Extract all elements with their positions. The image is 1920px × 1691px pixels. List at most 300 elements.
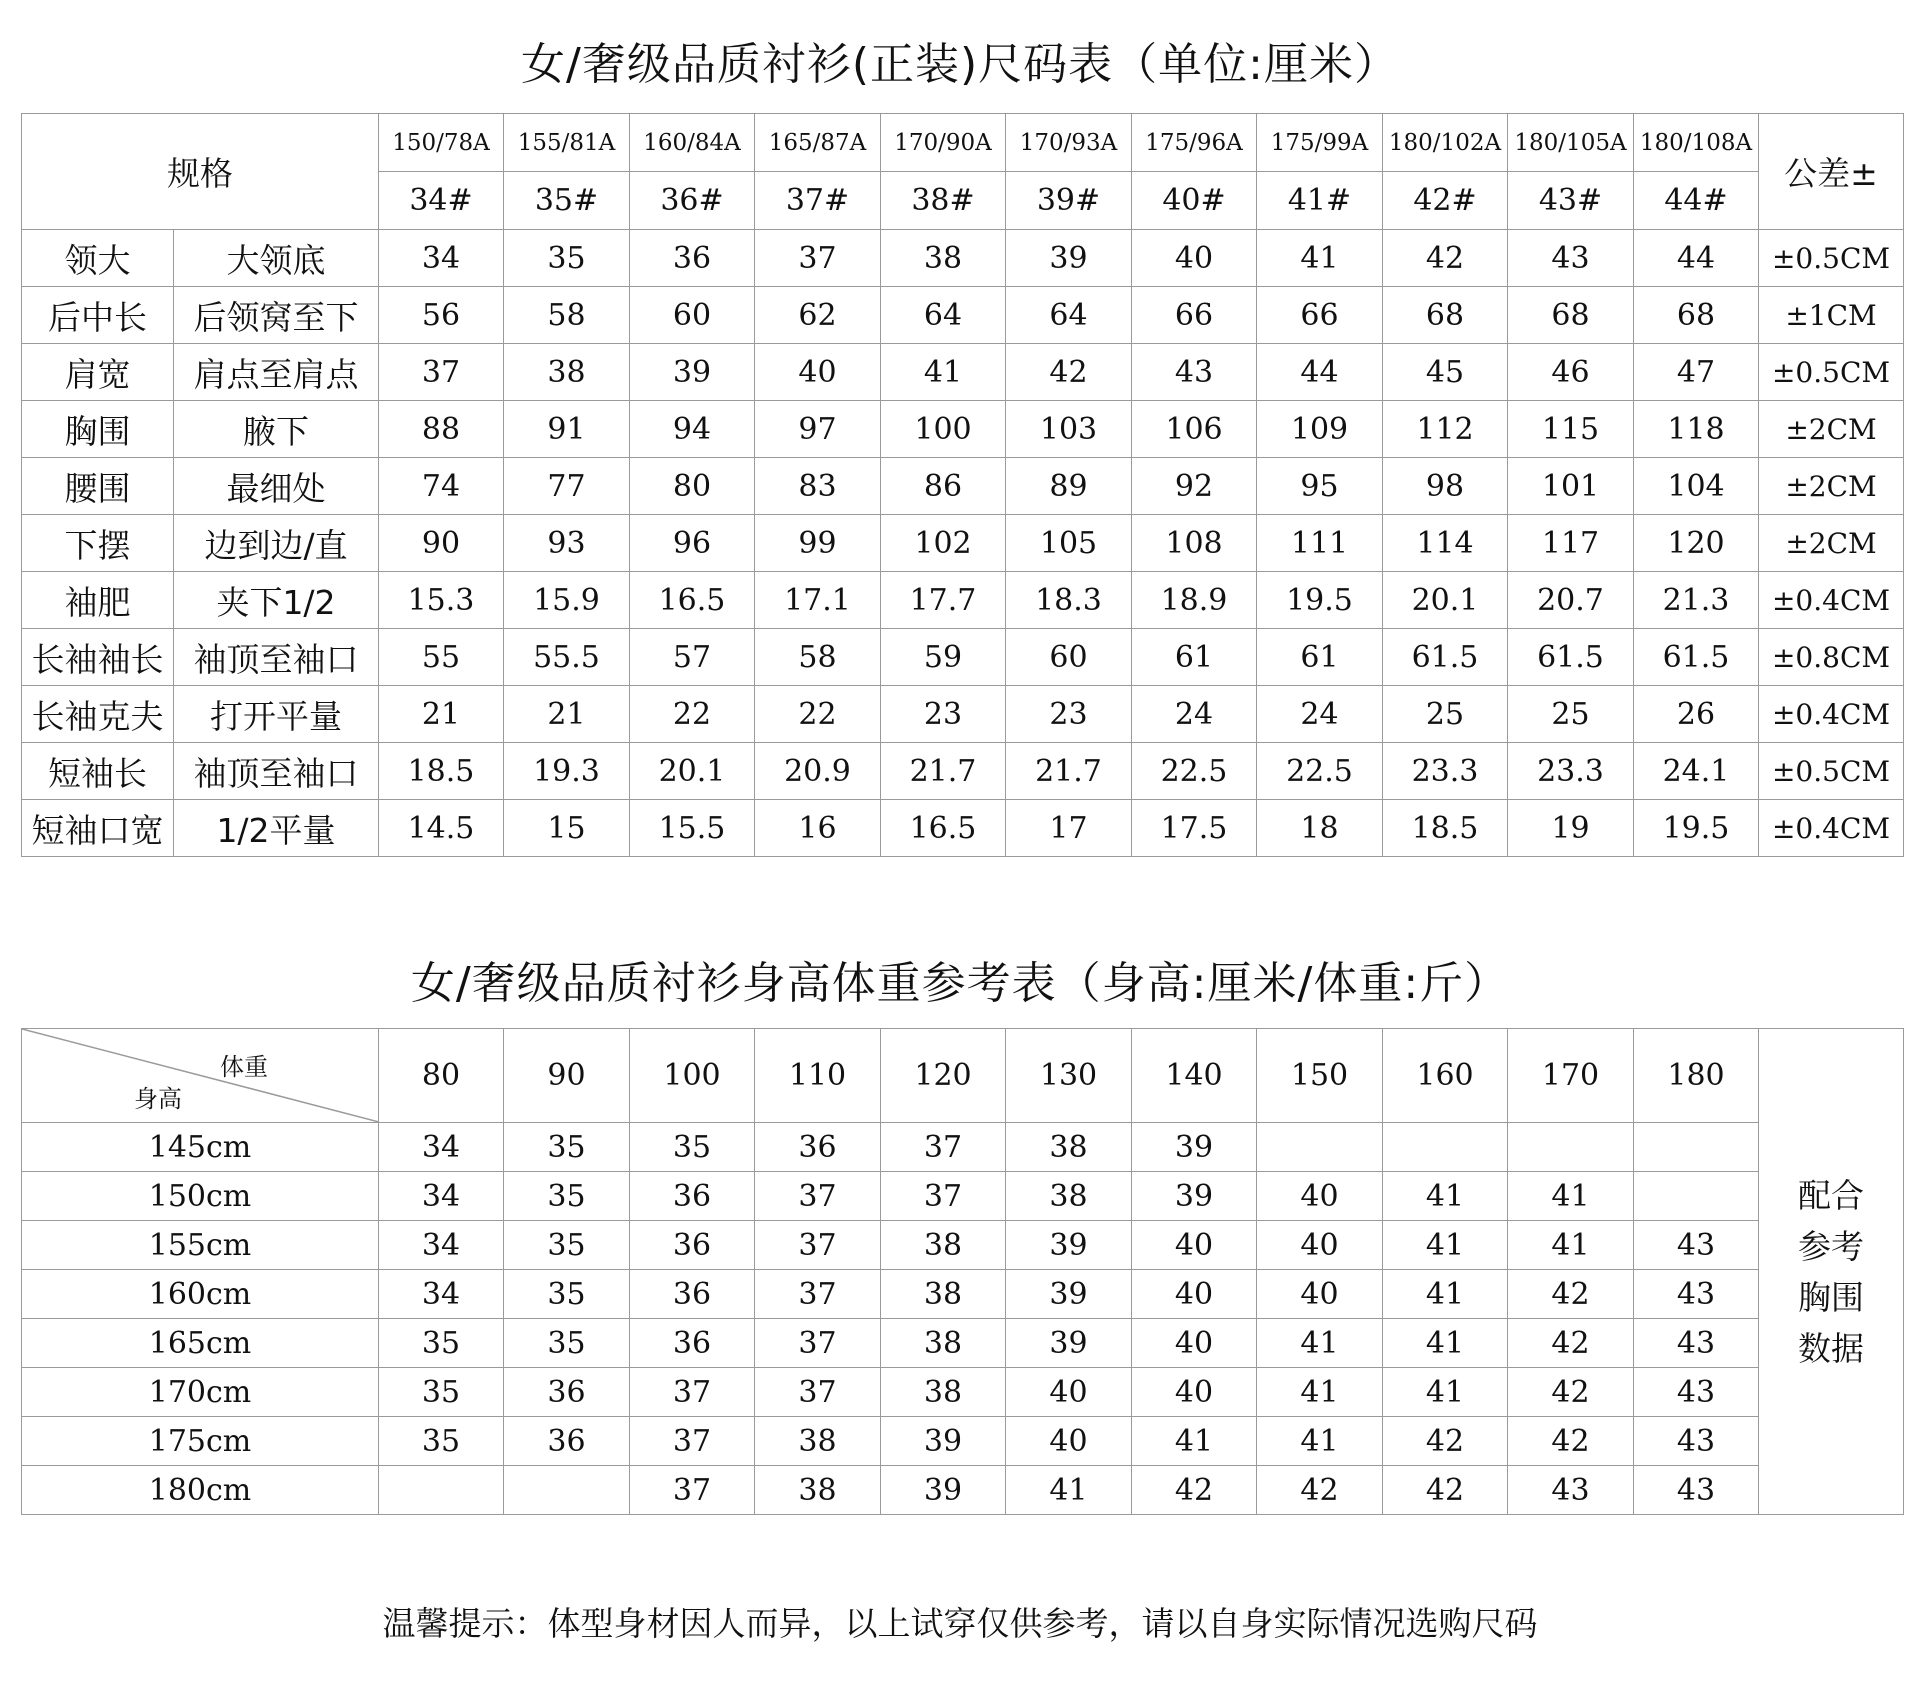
measure-value: 109 (1257, 401, 1383, 458)
chest-size-value: 40 (1257, 1221, 1383, 1270)
chest-size-value (379, 1466, 504, 1515)
tolerance-value: ±0.4CM (1759, 800, 1904, 857)
measure-value: 15 (504, 800, 630, 857)
measure-value: 22 (755, 686, 881, 743)
chest-size-value: 42 (1508, 1368, 1634, 1417)
measure-value: 19 (1508, 800, 1634, 857)
measure-value: 68 (1508, 287, 1634, 344)
measure-value: 112 (1383, 401, 1508, 458)
table-row (22, 1172, 1904, 1221)
measure-value: 83 (755, 458, 881, 515)
measure-value: 42 (1006, 344, 1132, 401)
measure-value: 19.3 (504, 743, 630, 800)
measure-value: 37 (379, 344, 504, 401)
height-label: 170cm (22, 1368, 379, 1417)
diagonal-divider (22, 1029, 379, 1122)
size-number-header: 42# (1383, 172, 1508, 230)
measure-value: 19.5 (1634, 800, 1759, 857)
measure-value: 26 (1634, 686, 1759, 743)
weight-header: 100 (630, 1029, 755, 1123)
chest-size-value: 34 (379, 1172, 504, 1221)
tolerance-value: ±1CM (1759, 287, 1904, 344)
chest-size-value: 42 (1508, 1270, 1634, 1319)
corner-cell (22, 1029, 379, 1123)
measure-value: 18.5 (1383, 800, 1508, 857)
measure-part: 肩宽 (22, 344, 174, 401)
weight-header: 110 (755, 1029, 881, 1123)
tolerance-label: 公差± (1759, 114, 1904, 230)
measure-value: 101 (1508, 458, 1634, 515)
chest-size-value: 39 (1132, 1123, 1257, 1172)
measure-value: 93 (504, 515, 630, 572)
measure-value: 42 (1383, 230, 1508, 287)
measure-method: 后领窝至下 (174, 287, 379, 344)
chest-size-value: 40 (1132, 1270, 1257, 1319)
weight-header: 140 (1132, 1029, 1257, 1123)
measure-method: 最细处 (174, 458, 379, 515)
measure-value: 19.5 (1257, 572, 1383, 629)
table-row (22, 1221, 1904, 1270)
measure-value: 23.3 (1383, 743, 1508, 800)
measure-part: 长袖克夫 (22, 686, 174, 743)
measure-value: 35 (504, 230, 630, 287)
chest-size-value: 37 (755, 1221, 881, 1270)
size-number-header: 35# (504, 172, 630, 230)
measure-value: 20.9 (755, 743, 881, 800)
size-number-header: 39# (1006, 172, 1132, 230)
measure-method: 袖顶至袖口 (174, 629, 379, 686)
spec-label: 规格 (22, 114, 379, 230)
chest-size-value: 35 (379, 1368, 504, 1417)
measure-value: 105 (1006, 515, 1132, 572)
measure-part: 长袖袖长 (22, 629, 174, 686)
header-row-specs (22, 114, 1904, 172)
height-label: 145cm (22, 1123, 379, 1172)
weight-header: 80 (379, 1029, 504, 1123)
chest-size-value (1508, 1123, 1634, 1172)
measure-value: 117 (1508, 515, 1634, 572)
measure-value: 44 (1634, 230, 1759, 287)
measure-value: 17.1 (755, 572, 881, 629)
measure-value: 43 (1508, 230, 1634, 287)
measure-value: 96 (630, 515, 755, 572)
measure-value: 17 (1006, 800, 1132, 857)
spec-header: 170/90A (881, 114, 1006, 172)
chest-size-value: 41 (1132, 1417, 1257, 1466)
measure-value: 103 (1006, 401, 1132, 458)
measure-value: 68 (1634, 287, 1759, 344)
corner-weight-label: 体重 (220, 1053, 268, 1081)
height-label: 180cm (22, 1466, 379, 1515)
chest-size-value: 42 (1132, 1466, 1257, 1515)
chest-note-line: 胸围 (1798, 1277, 1864, 1317)
height-label: 175cm (22, 1417, 379, 1466)
measure-value: 60 (1006, 629, 1132, 686)
measure-value: 15.5 (630, 800, 755, 857)
measure-part: 短袖长 (22, 743, 174, 800)
chest-size-value: 35 (504, 1172, 630, 1221)
chest-size-value: 40 (1257, 1172, 1383, 1221)
measure-value: 22 (630, 686, 755, 743)
measure-value: 60 (630, 287, 755, 344)
chest-size-value: 35 (504, 1270, 630, 1319)
weight-header: 130 (1006, 1029, 1132, 1123)
measure-value: 92 (1132, 458, 1257, 515)
chest-size-value: 43 (1634, 1368, 1759, 1417)
chest-size-value: 40 (1006, 1368, 1132, 1417)
measure-value: 38 (881, 230, 1006, 287)
measure-part: 胸围 (22, 401, 174, 458)
table-row (22, 1368, 1904, 1417)
measure-value: 80 (630, 458, 755, 515)
measure-value: 18.9 (1132, 572, 1257, 629)
chest-size-value: 38 (881, 1319, 1006, 1368)
size-number-header: 40# (1132, 172, 1257, 230)
measure-value: 40 (1132, 230, 1257, 287)
chest-size-value: 36 (755, 1123, 881, 1172)
measure-value: 100 (881, 401, 1006, 458)
chest-size-value: 39 (1006, 1270, 1132, 1319)
measure-value: 23.3 (1508, 743, 1634, 800)
chest-size-value: 39 (1132, 1172, 1257, 1221)
measure-value: 21 (504, 686, 630, 743)
tolerance-value: ±2CM (1759, 515, 1904, 572)
measure-value: 18.5 (379, 743, 504, 800)
table-row (22, 629, 1904, 686)
measure-value: 23 (881, 686, 1006, 743)
chest-size-value: 41 (1383, 1270, 1508, 1319)
chest-size-value: 41 (1006, 1466, 1132, 1515)
chest-size-value (504, 1466, 630, 1515)
measure-value: 39 (630, 344, 755, 401)
measure-value: 41 (1257, 230, 1383, 287)
measure-method: 打开平量 (174, 686, 379, 743)
chest-note-line: 参考 (1798, 1226, 1864, 1266)
measure-part: 腰围 (22, 458, 174, 515)
chest-size-value: 41 (1383, 1221, 1508, 1270)
measure-value: 57 (630, 629, 755, 686)
measure-value: 37 (755, 230, 881, 287)
measure-value: 15.3 (379, 572, 504, 629)
footnote: 温馨提示：体型身材因人而异，以上试穿仅供参考，请以自身实际情况选购尺码 (382, 1604, 1538, 1643)
chest-size-value: 35 (504, 1319, 630, 1368)
measure-method: 1/2平量 (174, 800, 379, 857)
measure-method: 夹下1/2 (174, 572, 379, 629)
measure-value: 24 (1257, 686, 1383, 743)
chest-size-value: 41 (1383, 1172, 1508, 1221)
measure-value: 20.1 (630, 743, 755, 800)
spec-header: 180/108A (1634, 114, 1759, 172)
measure-part: 领大 (22, 230, 174, 287)
measure-value: 41 (881, 344, 1006, 401)
measure-value: 14.5 (379, 800, 504, 857)
chest-size-value: 42 (1383, 1417, 1508, 1466)
table-row (22, 1417, 1904, 1466)
chest-size-value: 38 (881, 1221, 1006, 1270)
size-number-header: 41# (1257, 172, 1383, 230)
chest-size-value (1634, 1172, 1759, 1221)
table-row (22, 800, 1904, 857)
height-label: 160cm (22, 1270, 379, 1319)
chest-size-value: 38 (1006, 1123, 1132, 1172)
tolerance-value: ±0.4CM (1759, 686, 1904, 743)
tolerance-value: ±2CM (1759, 401, 1904, 458)
measure-part: 袖肥 (22, 572, 174, 629)
measure-value: 22.5 (1132, 743, 1257, 800)
chest-size-value: 39 (881, 1466, 1006, 1515)
measure-value: 55.5 (504, 629, 630, 686)
chest-note-line: 配合 (1798, 1175, 1864, 1215)
measure-value: 66 (1132, 287, 1257, 344)
measure-value: 58 (755, 629, 881, 686)
reference-chart-title: 女/奢级品质衬衫身高体重参考表（身高:厘米/体重:斤） (410, 958, 1510, 1009)
corner-height-label: 身高 (134, 1085, 182, 1113)
measure-value: 88 (379, 401, 504, 458)
table-row (22, 344, 1904, 401)
measure-value: 17.5 (1132, 800, 1257, 857)
chest-size-value: 35 (379, 1417, 504, 1466)
chest-size-value: 38 (755, 1417, 881, 1466)
weight-header: 90 (504, 1029, 630, 1123)
weight-header: 120 (881, 1029, 1006, 1123)
table-row (22, 572, 1904, 629)
measure-value: 16.5 (881, 800, 1006, 857)
reference-chart-table (21, 1028, 1904, 1515)
measure-value: 45 (1383, 344, 1508, 401)
chest-size-value: 40 (1132, 1368, 1257, 1417)
measure-value: 47 (1634, 344, 1759, 401)
chest-size-value: 38 (1006, 1172, 1132, 1221)
spec-header: 180/105A (1508, 114, 1634, 172)
chest-size-value: 37 (881, 1123, 1006, 1172)
measure-value: 40 (755, 344, 881, 401)
chest-size-value: 42 (1257, 1466, 1383, 1515)
tolerance-value: ±0.8CM (1759, 629, 1904, 686)
table-row (22, 1270, 1904, 1319)
table-row (22, 1123, 1904, 1172)
chest-size-value: 37 (755, 1368, 881, 1417)
measure-value: 66 (1257, 287, 1383, 344)
chest-size-value: 43 (1634, 1221, 1759, 1270)
chest-size-value: 37 (630, 1466, 755, 1515)
measure-value: 17.7 (881, 572, 1006, 629)
measure-value: 39 (1006, 230, 1132, 287)
size-number-header: 44# (1634, 172, 1759, 230)
chest-size-value: 37 (630, 1368, 755, 1417)
measure-value: 102 (881, 515, 1006, 572)
tolerance-value: ±0.5CM (1759, 344, 1904, 401)
measure-value: 115 (1508, 401, 1634, 458)
measure-value: 38 (504, 344, 630, 401)
measure-method: 大领底 (174, 230, 379, 287)
chest-size-value: 43 (1634, 1417, 1759, 1466)
chest-size-value: 37 (755, 1270, 881, 1319)
measure-value: 16 (755, 800, 881, 857)
measure-value: 21.7 (1006, 743, 1132, 800)
measure-value: 77 (504, 458, 630, 515)
measure-value: 18 (1257, 800, 1383, 857)
measure-value: 64 (881, 287, 1006, 344)
measure-value: 22.5 (1257, 743, 1383, 800)
weight-header: 150 (1257, 1029, 1383, 1123)
measure-value: 59 (881, 629, 1006, 686)
chest-size-value: 41 (1257, 1319, 1383, 1368)
table-row (22, 401, 1904, 458)
spec-header: 175/99A (1257, 114, 1383, 172)
table-row (22, 458, 1904, 515)
table-row (22, 515, 1904, 572)
chest-note (1759, 1029, 1904, 1515)
spec-header: 170/93A (1006, 114, 1132, 172)
table-row (22, 1466, 1904, 1515)
chest-size-value: 34 (379, 1270, 504, 1319)
measure-value: 16.5 (630, 572, 755, 629)
measure-value: 18.3 (1006, 572, 1132, 629)
measure-value: 104 (1634, 458, 1759, 515)
chest-size-value: 36 (504, 1368, 630, 1417)
measure-value: 97 (755, 401, 881, 458)
chest-size-value: 42 (1508, 1417, 1634, 1466)
measure-value: 61.5 (1508, 629, 1634, 686)
measure-method: 腋下 (174, 401, 379, 458)
measure-value: 23 (1006, 686, 1132, 743)
chest-size-value: 38 (881, 1368, 1006, 1417)
measure-value: 86 (881, 458, 1006, 515)
tolerance-value: ±2CM (1759, 458, 1904, 515)
measure-value: 91 (504, 401, 630, 458)
measure-value: 58 (504, 287, 630, 344)
measure-value: 20.1 (1383, 572, 1508, 629)
tolerance-value: ±0.5CM (1759, 743, 1904, 800)
chest-size-value: 35 (504, 1221, 630, 1270)
chest-size-value: 40 (1132, 1221, 1257, 1270)
measure-value: 98 (1383, 458, 1508, 515)
measure-value: 43 (1132, 344, 1257, 401)
chest-size-value: 41 (1257, 1417, 1383, 1466)
measure-part: 短袖口宽 (22, 800, 174, 857)
chest-size-value: 35 (379, 1319, 504, 1368)
measure-value: 61.5 (1634, 629, 1759, 686)
tolerance-value: ±0.4CM (1759, 572, 1904, 629)
measure-method: 肩点至肩点 (174, 344, 379, 401)
measure-value: 61 (1257, 629, 1383, 686)
measure-value: 118 (1634, 401, 1759, 458)
measure-value: 64 (1006, 287, 1132, 344)
measure-value: 94 (630, 401, 755, 458)
chest-size-value (1257, 1123, 1383, 1172)
chest-size-value: 41 (1257, 1368, 1383, 1417)
size-number-header: 36# (630, 172, 755, 230)
measure-value: 55 (379, 629, 504, 686)
chest-size-value: 43 (1634, 1466, 1759, 1515)
measure-value: 120 (1634, 515, 1759, 572)
measure-part: 下摆 (22, 515, 174, 572)
spec-header: 175/96A (1132, 114, 1257, 172)
table-row (22, 1319, 1904, 1368)
size-chart-title: 女/奢级品质衬衫(正装)尺码表（单位:厘米） (521, 39, 1399, 90)
chest-size-value: 40 (1132, 1319, 1257, 1368)
chest-size-value: 41 (1508, 1221, 1634, 1270)
chest-size-value: 39 (1006, 1319, 1132, 1368)
measure-value: 21.3 (1634, 572, 1759, 629)
spec-header: 160/84A (630, 114, 755, 172)
spec-header: 150/78A (379, 114, 504, 172)
measure-value: 90 (379, 515, 504, 572)
measure-value: 25 (1508, 686, 1634, 743)
chest-size-value: 34 (379, 1123, 504, 1172)
height-label: 155cm (22, 1221, 379, 1270)
measure-value: 24 (1132, 686, 1257, 743)
table-row (22, 686, 1904, 743)
chest-size-value: 36 (630, 1319, 755, 1368)
chest-size-value: 34 (379, 1221, 504, 1270)
measure-value: 89 (1006, 458, 1132, 515)
measure-value: 61 (1132, 629, 1257, 686)
chest-size-value: 36 (504, 1417, 630, 1466)
chest-size-value: 36 (630, 1221, 755, 1270)
measure-value: 36 (630, 230, 755, 287)
chest-size-value: 41 (1383, 1368, 1508, 1417)
measure-value: 108 (1132, 515, 1257, 572)
measure-value: 68 (1383, 287, 1508, 344)
size-number-header: 34# (379, 172, 504, 230)
size-number-header: 38# (881, 172, 1006, 230)
measure-value: 56 (379, 287, 504, 344)
measure-part: 后中长 (22, 287, 174, 344)
chest-size-value: 42 (1383, 1466, 1508, 1515)
chest-size-value: 37 (881, 1172, 1006, 1221)
chest-size-value: 43 (1634, 1319, 1759, 1368)
chest-note-line: 数据 (1798, 1328, 1864, 1368)
table-row (22, 287, 1904, 344)
chest-size-value: 38 (881, 1270, 1006, 1319)
chest-size-value: 41 (1508, 1172, 1634, 1221)
chest-size-value: 35 (504, 1123, 630, 1172)
chest-size-value (1634, 1123, 1759, 1172)
measure-value: 25 (1383, 686, 1508, 743)
chest-size-value: 36 (630, 1172, 755, 1221)
chest-size-value: 37 (755, 1319, 881, 1368)
tolerance-value: ±0.5CM (1759, 230, 1904, 287)
chest-size-value: 38 (755, 1466, 881, 1515)
chest-size-value: 42 (1508, 1319, 1634, 1368)
spec-header: 165/87A (755, 114, 881, 172)
measure-value: 20.7 (1508, 572, 1634, 629)
measure-value: 24.1 (1634, 743, 1759, 800)
chest-size-value: 43 (1634, 1270, 1759, 1319)
measure-value: 15.9 (504, 572, 630, 629)
weight-header: 170 (1508, 1029, 1634, 1123)
table-row (22, 743, 1904, 800)
chest-size-value: 36 (630, 1270, 755, 1319)
size-number-header: 43# (1508, 172, 1634, 230)
chest-size-value: 41 (1383, 1319, 1508, 1368)
measure-value: 114 (1383, 515, 1508, 572)
chest-size-value: 40 (1257, 1270, 1383, 1319)
chest-size-value: 37 (630, 1417, 755, 1466)
chest-size-value: 37 (755, 1172, 881, 1221)
measure-method: 边到边/直 (174, 515, 379, 572)
chest-size-value: 39 (1006, 1221, 1132, 1270)
height-label: 150cm (22, 1172, 379, 1221)
spec-header: 155/81A (504, 114, 630, 172)
chest-size-value: 35 (630, 1123, 755, 1172)
weight-header: 180 (1634, 1029, 1759, 1123)
measure-value: 111 (1257, 515, 1383, 572)
size-number-header: 37# (755, 172, 881, 230)
measure-value: 61.5 (1383, 629, 1508, 686)
measure-value: 74 (379, 458, 504, 515)
